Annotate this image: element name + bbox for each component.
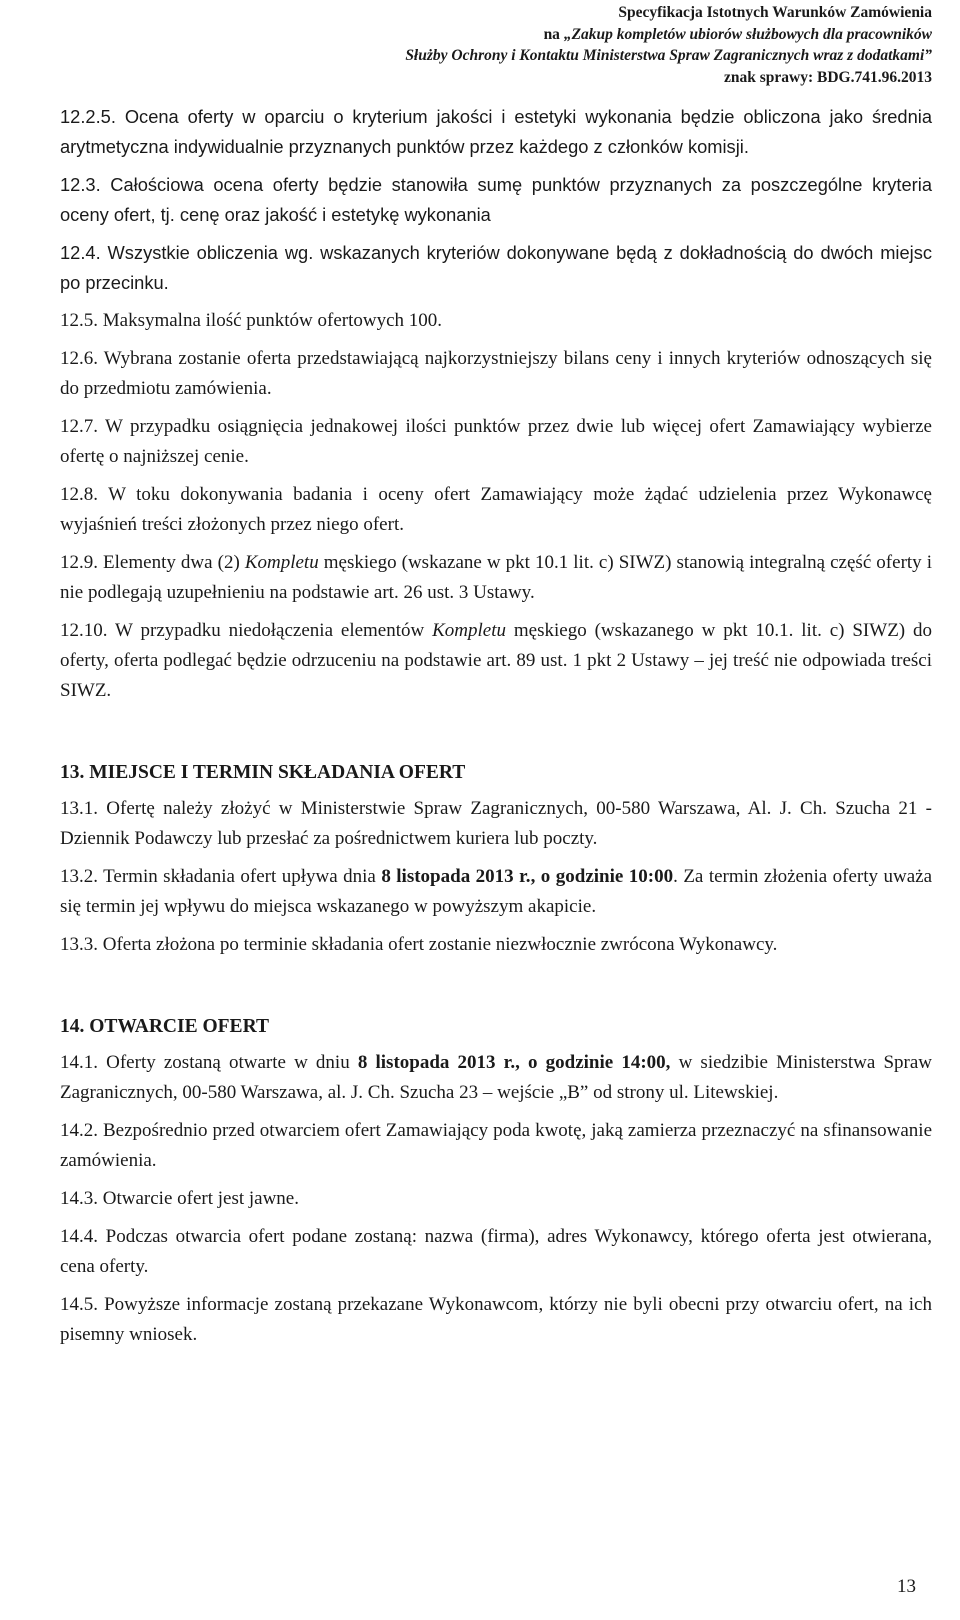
section-14-title: 14. OTWARCIE OFERT — [60, 1016, 269, 1037]
paragraph-13-2-time: o godzinie 10:00 — [540, 866, 674, 887]
paragraph-13-1 — [60, 794, 932, 854]
paragraph-12-2-5: 12.2.5. Ocena oferty w oparciu o kryterium jakości i estetyki wykonania będzie obliczona jako średnia arytmetyczna indywidualnie przyznanych punktów przez każdego z członków komisji. — [60, 106, 932, 157]
paragraph-14-1-time: o godzinie 14:00, — [528, 1052, 671, 1073]
document-body — [60, 102, 932, 1358]
paragraph-12-10-text-b: męskiego (wskazanego w pkt 10.1. lit. c) SIWZ) do oferty, oferta podlegać będzie odrzuceniu na podstawie art. 89 ust. 1 pkt 2 Ustawy – jej treść nie odpowiada treści SIWZ. — [60, 620, 933, 701]
header-subject-line — [232, 24, 932, 46]
section-13-title: 13. MIEJSCE I TERMIN SKŁADANIA OFERT — [60, 762, 466, 783]
paragraph-12-9 — [60, 548, 932, 608]
header-subject-line-2: Służby Ochrony i Kontaktu Ministerstwa Spraw Zagranicznych wraz z dodatkami” — [405, 47, 932, 64]
paragraph-12-9-italic: Kompletu — [244, 552, 319, 573]
header-case-number: znak sprawy: BDG.741.96.2013 — [724, 68, 932, 86]
paragraph-12-7: 12.7. W przypadku osiągnięcia jednakowej ilości punktów przez dwie lub więcej ofert Zamawiający wybierze ofertę o najniższej cenie. — [60, 416, 932, 467]
paragraph-12-8: 12.8. W toku dokonywania badania i oceny ofert Zamawiający może żądać udzielenia przez Wykonawcę wyjaśnień treści złożonych przez niego ofert. — [60, 484, 932, 535]
header-title: Specyfikacja Istotnych Warunków Zamówienia — [618, 4, 932, 21]
paragraph-12-10-text-a: 12.10. W przypadku niedołączenia elementów — [60, 620, 433, 641]
paragraph-12-3: 12.3. Całościowa ocena oferty będzie stanowiła sumę punktów przyznanych za poszczególne kryteria oceny ofert, tj. cenę oraz jakość i estetykę wykonania — [60, 174, 932, 225]
paragraph-13-2-text-a: 13.2. Termin składania ofert upływa dnia — [60, 866, 382, 887]
paragraph-12-9-text-a: 12.9. Elementy dwa (2) — [60, 552, 245, 573]
paragraph-12-10-italic: Kompletu — [432, 620, 507, 641]
paragraph-12-6: 12.6. Wybrana zostanie oferta przedstawiającą najkorzystniejszy bilans ceny i innych kryteriów odnoszących się do przedmiotu zamówienia. — [60, 348, 932, 399]
paragraph-14-1-text-a: 14.1. Oferty zostaną otwarte w dniu — [60, 1052, 358, 1073]
paragraph-14-3: 14.3. Otwarcie ofert jest jawne. — [60, 1188, 299, 1209]
paragraph-13-1-rest: Al. J. Ch. Szucha 21 - Dziennik Podawczy lub przesłać za pośrednictwem kuriera lub poczty. — [60, 798, 932, 849]
paragraph-14-1-sep: , — [515, 1052, 529, 1073]
paragraph-14-1-text-b: w siedzibie Ministerstwa Spraw Zagranicznych, 00-580 Warszawa, al. J. Ch. Szucha 23 – wejście „B” od strony ul. Litewskiej. — [60, 1052, 932, 1103]
header-subject-prefix: na — [543, 25, 564, 43]
paragraph-14-4: 14.4. Podczas otwarcia ofert podane zostaną: nazwa (firma), adres Wykonawcy, którego oferta jest otwierana, cena oferty. — [60, 1226, 932, 1277]
document-header — [232, 2, 932, 88]
paragraph-12-9-text-b: męskiego (wskazane w pkt 10.1 lit. c) SIWZ) stanowią integralną część oferty i nie podlegają uzupełnieniu na podstawie art. 26 ust. 3 Ustawy. — [60, 552, 932, 603]
paragraph-14-5: 14.5. Powyższe informacje zostaną przekazane Wykonawcom, którzy nie byli obecni przy otwarciu ofert, na ich pisemny wniosek. — [60, 1294, 932, 1345]
paragraph-12-10 — [60, 616, 932, 706]
paragraph-14-1-date: 8 listopada 2013 r. — [357, 1052, 516, 1073]
paragraph-13-1-line1: 13.1. Ofertę należy złożyć w Ministerstwie Spraw Zagranicznych, 00-580 Warszawa, — [60, 798, 741, 819]
paragraph-13-2-date: 8 listopada 2013 r. — [381, 866, 531, 887]
paragraph-13-2-text-b: . Za termin złożenia oferty uważa się termin jej wpływu do miejsca wskazanego w powyższym akapicie. — [60, 866, 932, 917]
paragraph-14-1 — [60, 1048, 932, 1108]
paragraph-13-3: 13.3. Oferta złożona po terminie składania ofert zostanie niezwłocznie zwrócona Wykonawcy. — [60, 934, 778, 955]
paragraph-13-2-sep: , — [530, 866, 541, 887]
header-subject-italic: „Zakup kompletów ubiorów służbowych dla pracowników — [563, 25, 932, 43]
paragraph-12-4: 12.4. Wszystkie obliczenia wg. wskazanych kryteriów dokonywane będą z dokładnością do dwóch miejsc po przecinku. — [60, 242, 932, 293]
paragraph-14-2: 14.2. Bezpośrednio przed otwarciem ofert Zamawiający poda kwotę, jaką zamierza przeznaczyć na sfinansowanie zamówienia. — [60, 1120, 932, 1171]
paragraph-13-2 — [60, 862, 932, 922]
page-number: 13 — [897, 1576, 916, 1597]
paragraph-12-5: 12.5. Maksymalna ilość punktów ofertowych 100. — [60, 310, 443, 331]
